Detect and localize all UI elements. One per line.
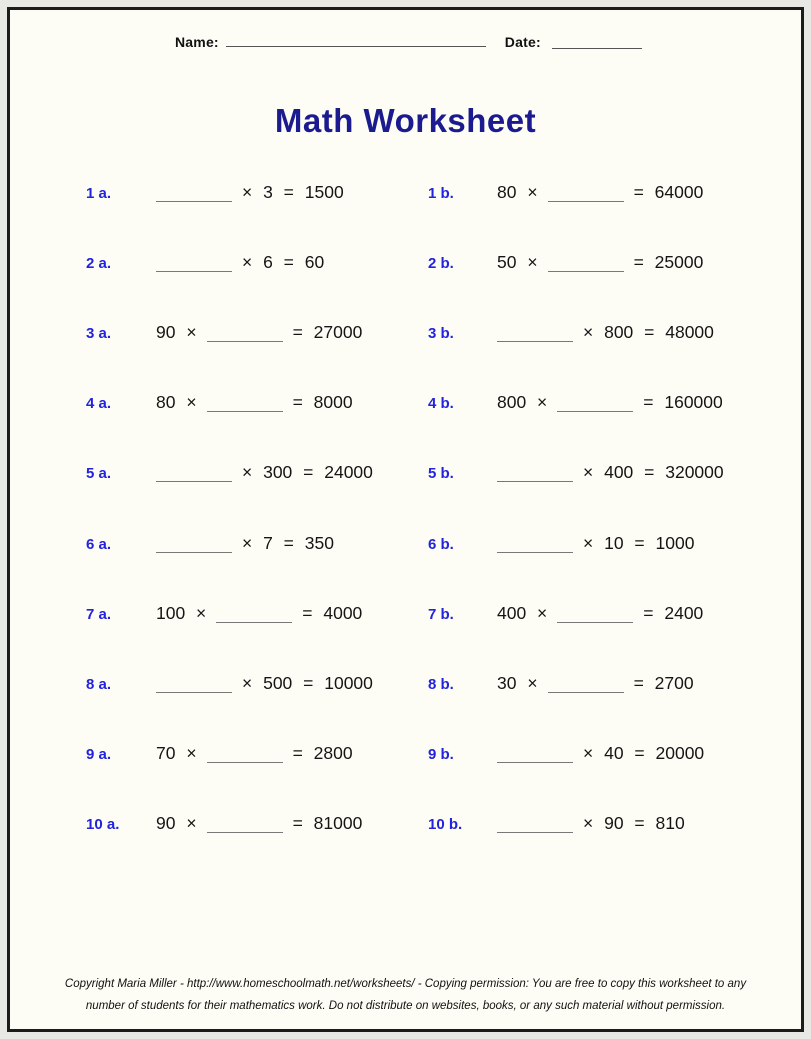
problem-label: 1 b.: [428, 184, 454, 202]
problem-label: 2 b.: [428, 254, 454, 272]
problem-label: 6 b.: [428, 535, 454, 553]
problem-expression: 80 × = 64000: [497, 181, 704, 202]
problem-expression: 70 × = 2800: [156, 743, 353, 764]
problem-10a: [86, 813, 428, 834]
problem-label: 9 b.: [428, 746, 454, 764]
problem-label: 3 a.: [86, 324, 112, 342]
problem-4b: [428, 392, 768, 413]
problem-row: [10, 789, 801, 859]
copyright-line-2: number of students for their mathematics work. Do not distribute on websites, books, or any such material without permission.: [85, 1000, 726, 1012]
problem-expression: × 400 = 320000: [497, 462, 724, 483]
answer-blank: [557, 397, 633, 412]
answer-blank: [156, 467, 232, 482]
problem-label: 1 a.: [86, 184, 112, 202]
problem-label: 5 b.: [428, 465, 454, 483]
name-blank-line: [226, 34, 486, 47]
problem-9a: [86, 743, 428, 764]
name-label: Name:: [175, 34, 219, 50]
problem-expression: 400 × = 2400: [497, 602, 704, 623]
problem-3b: [428, 322, 768, 343]
problem-label: 8 b.: [428, 675, 454, 693]
page-title: Math Worksheet: [274, 102, 537, 139]
problem-row: [10, 368, 801, 438]
problem-expression: 30 × = 2700: [497, 672, 694, 693]
problem-expression: × 7 = 350: [156, 533, 334, 554]
problem-3a: [86, 322, 428, 343]
problem-expression: 90 × = 81000: [156, 813, 363, 834]
problem-expression: × 10 = 1000: [497, 533, 694, 554]
problems-grid: [10, 157, 801, 859]
answer-blank: [207, 397, 283, 412]
header: [175, 34, 761, 50]
answer-blank: [548, 257, 624, 272]
answer-blank: [156, 187, 232, 202]
problem-expression: × 90 = 810: [497, 813, 685, 834]
problem-row: [10, 297, 801, 367]
problem-label: 6 a.: [86, 535, 112, 553]
worksheet-page: [7, 7, 804, 1032]
problem-label: 2 a.: [86, 254, 112, 272]
problem-6a: [86, 533, 428, 554]
problem-1b: [428, 182, 768, 203]
date-label: Date:: [504, 34, 541, 50]
answer-blank: [557, 608, 633, 623]
problem-row: [10, 227, 801, 297]
problem-expression: × 300 = 24000: [156, 462, 373, 483]
problem-label: 10 b.: [428, 816, 463, 834]
problem-row: [10, 719, 801, 789]
problem-label: 9 a.: [86, 746, 112, 764]
answer-blank: [216, 608, 292, 623]
answer-blank: [207, 818, 283, 833]
problem-row: [10, 578, 801, 648]
problem-5a: [86, 462, 428, 483]
problem-label: 10 a.: [86, 816, 120, 834]
date-blank-line: [552, 36, 642, 49]
problem-label: 5 a.: [86, 465, 112, 483]
answer-blank: [497, 818, 573, 833]
problem-expression: 100 × = 4000: [156, 602, 363, 623]
problem-expression: × 3 = 1500: [156, 182, 344, 203]
problem-2b: [428, 252, 768, 273]
answer-blank: [497, 748, 573, 763]
problem-row: [10, 648, 801, 718]
problem-label: 3 b.: [428, 324, 454, 342]
problem-5b: [428, 462, 768, 483]
problem-expression: × 800 = 48000: [497, 322, 714, 343]
copyright-line-1: Copyright Maria Miller - http://www.homeschoolmath.net/worksheets/ - Copying permission: You are free to copy this worksheet to any: [64, 978, 747, 990]
problem-label: 4 b.: [428, 395, 454, 413]
answer-blank: [156, 257, 232, 272]
answer-blank: [548, 678, 624, 693]
answer-blank: [156, 538, 232, 553]
problem-8a: [86, 673, 428, 694]
date-group: [505, 34, 642, 50]
answer-blank: [207, 748, 283, 763]
problem-expression: 80 × = 8000: [156, 392, 353, 413]
problem-9b: [428, 743, 768, 764]
answer-blank: [497, 327, 573, 342]
answer-blank: [497, 538, 573, 553]
problem-expression: 90 × = 27000: [156, 321, 363, 342]
problem-label: 4 a.: [86, 395, 112, 413]
answer-blank: [548, 187, 624, 202]
problem-label: 8 a.: [86, 675, 112, 693]
problem-label: 7 a.: [86, 605, 112, 623]
problem-row: [10, 508, 801, 578]
problem-label: 7 b.: [428, 605, 454, 623]
problem-2a: [86, 252, 428, 273]
problem-4a: [86, 392, 428, 413]
problem-expression: × 6 = 60: [156, 252, 324, 273]
answer-blank: [156, 678, 232, 693]
problem-7a: [86, 603, 428, 624]
problem-6b: [428, 533, 768, 554]
problem-expression: 800 × = 160000: [497, 392, 723, 413]
problem-10b: [428, 813, 768, 834]
problem-7b: [428, 603, 768, 624]
answer-blank: [207, 327, 283, 342]
copyright-footer: [30, 973, 781, 1017]
answer-blank: [497, 467, 573, 482]
problem-1a: [86, 182, 428, 203]
problem-expression: × 40 = 20000: [497, 743, 704, 764]
problem-row: [10, 157, 801, 227]
problem-row: [10, 438, 801, 508]
problem-expression: × 500 = 10000: [156, 673, 373, 694]
problem-8b: [428, 673, 768, 694]
problem-expression: 50 × = 25000: [497, 251, 704, 272]
